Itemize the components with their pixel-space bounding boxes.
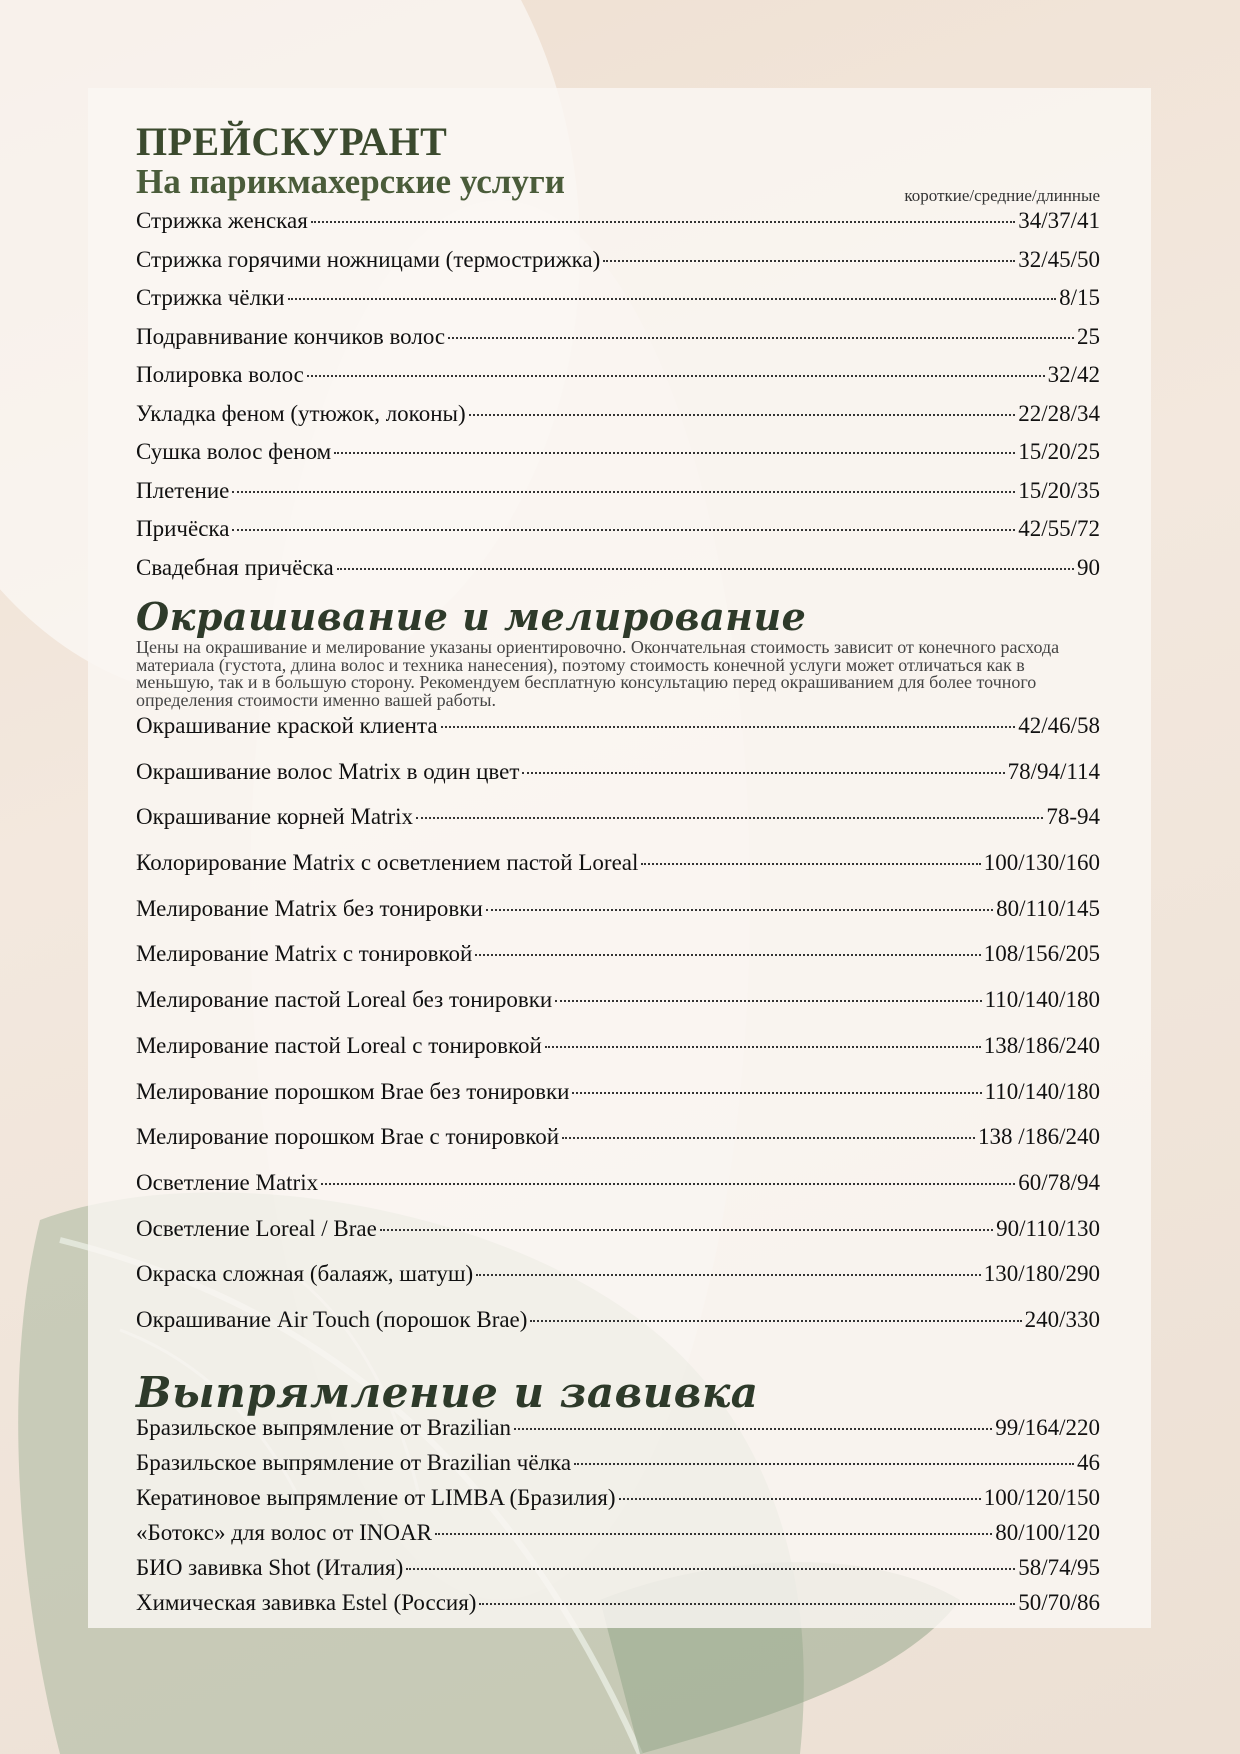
price-row [136,1485,1100,1520]
service-name: Мелирование Matrix с тонировкой [136,941,473,967]
price-row [136,285,1100,324]
haircuts-list [136,208,1100,593]
service-name: Окрашивание волос Matrix в один цвет [136,758,520,784]
service-price: 25 [1077,323,1100,349]
leader-dots [311,221,1015,223]
price-list-content [136,120,1100,1625]
service-name: Стрижка женская [136,208,308,233]
service-name: Стрижка чёлки [136,285,285,310]
service-name: Осветление Matrix [136,1169,319,1195]
price-row [136,247,1100,286]
service-price: 32/45/50 [1018,246,1100,272]
service-name: Укладка феном (утюжок, локоны) [136,400,466,426]
leader-dots [545,1046,981,1048]
price-row [136,1124,1100,1170]
price-row [136,439,1100,478]
leader-dots [486,909,993,911]
price-row [136,1415,1100,1450]
service-name: Окрашивание Air Touch (порошок Brae) [136,1306,528,1332]
price-row [136,1216,1100,1262]
service-name: Окрашивание краской клиента [136,713,438,738]
service-price: 34/37/41 [1018,208,1100,233]
service-name: Мелирование пастой Loreal с тонировкой [136,1032,542,1058]
service-name: Стрижка горячими ножницами (термострижка) [136,246,601,272]
coloring-heading: Окрашивание и мелирование [136,594,807,639]
service-name: Мелирование порошком Brae с тонировкой [136,1124,560,1150]
service-name: Мелирование Matrix без тонировки [136,895,483,921]
leader-dots [435,1533,992,1535]
leader-dots [406,1568,1015,1570]
service-name: Бразильское выпрямление от Brazilian [136,1414,512,1440]
service-price: 15/20/35 [1018,477,1100,503]
service-name: Кератиновое выпрямление от LIMBA (Бразилия) [136,1484,616,1510]
leader-dots [530,1320,1021,1322]
service-name: Мелирование пастой Loreal без тонировки [136,987,553,1013]
price-row [136,850,1100,896]
service-name: Окраска сложная (балаяж, шатуш) [136,1261,474,1287]
leader-dots [475,954,980,956]
straightening-list [136,1415,1100,1625]
leader-dots [321,1183,1015,1185]
leader-dots [232,529,1015,531]
leader-dots [380,1229,993,1231]
price-row [136,987,1100,1033]
price-row [136,1033,1100,1079]
coloring-list [136,713,1100,1353]
service-name: Свадебная причёска [136,554,334,580]
service-price: 78/94/114 [1007,758,1100,784]
leader-dots [288,298,1057,300]
price-row [136,713,1100,759]
page-title: ПРЕЙСКУРАНТ [136,119,448,164]
price-row [136,1590,1100,1625]
service-price: 22/28/34 [1018,400,1100,426]
service-price: 80/100/120 [995,1519,1100,1545]
leader-dots [479,1603,1015,1605]
price-row [136,362,1100,401]
service-name: Окрашивание корней Matrix [136,804,414,830]
service-price: 60/78/94 [1018,1169,1100,1195]
leader-dots [514,1428,992,1430]
price-row [136,1261,1100,1307]
service-name: Колорирование Matrix с осветлением пастой Loreal [136,850,639,876]
service-price: 130/180/290 [983,1261,1100,1287]
service-price: 138 /186/240 [977,1124,1100,1150]
service-price: 42/46/58 [1018,713,1100,738]
service-name: БИО завивка Shot (Италия) [136,1554,404,1580]
leader-dots [574,1463,1074,1465]
leader-dots [562,1137,975,1139]
leader-dots [603,260,1015,262]
price-row [136,401,1100,440]
leader-dots [307,375,1045,377]
straightening-heading: Выпрямление и завивка [136,1367,759,1417]
length-columns-label: короткие/средние/длинные [904,186,1100,205]
service-name: Плетение [136,477,230,503]
coloring-note: Цены на окрашивание и мелирование указаны ориентировочно. Окончательная стоимость зависит от конечного расхода материала (густота, длина волос и техника нанесения), поэтому стоимость конечной услуги может отличаться как в меньшую, так и в большую сторону. Рекомендуем бесплатную консультацию перед окрашиванием для более точного определения стоимости именно вашей работы. [136,637,1060,710]
leader-dots [641,863,980,865]
price-row [136,208,1100,247]
service-price: 42/55/72 [1018,516,1100,541]
leader-dots [337,568,1074,570]
price-row [136,896,1100,942]
leader-dots [334,452,1015,454]
price-row [136,759,1100,805]
leader-dots [469,414,1016,416]
price-row [136,1520,1100,1555]
price-row [136,555,1100,594]
leader-dots [416,817,1043,819]
leader-dots [572,1092,981,1094]
service-price: 90 [1077,554,1100,580]
leader-dots [555,1000,981,1002]
service-name: Подравнивание кончиков волос [136,323,446,349]
service-price: 90/110/130 [996,1215,1100,1241]
price-row [136,941,1100,987]
leader-dots [232,491,1015,493]
service-price: 110/140/180 [984,987,1100,1013]
leader-dots [522,772,1004,774]
service-price: 15/20/25 [1018,439,1100,464]
service-price: 32/42 [1047,362,1100,387]
service-price: 50/70/86 [1018,1589,1100,1615]
service-price: 99/164/220 [995,1414,1100,1440]
service-price: 80/110/145 [996,895,1100,921]
service-price: 8/15 [1059,285,1100,310]
service-price: 110/140/180 [984,1078,1100,1104]
leader-dots [448,337,1074,339]
service-name: «Ботокс» для волос от INOAR [136,1519,432,1545]
service-price: 78-94 [1046,804,1100,830]
price-row [136,1450,1100,1485]
service-name: Полировка волос [136,362,304,387]
service-name: Бразильское выпрямление от Brazilian чёлка [136,1449,572,1475]
service-name: Сушка волос феном [136,439,332,464]
price-row [136,478,1100,517]
service-price: 58/74/95 [1018,1554,1100,1580]
service-name: Мелирование порошком Brae без тонировки [136,1078,570,1104]
service-name: Причёска [136,516,230,541]
service-price: 108/156/205 [983,941,1100,967]
price-row [136,516,1100,555]
price-row [136,1307,1100,1353]
leader-dots [476,1274,981,1276]
service-price: 138/186/240 [983,1032,1100,1058]
price-row [136,1079,1100,1125]
price-row [136,324,1100,363]
page-subtitle: На парикмахерские услуги [136,162,565,201]
service-price: 46 [1077,1449,1100,1475]
price-row [136,1555,1100,1590]
leader-dots [619,1498,981,1500]
service-name: Осветление Loreal / Brae [136,1215,377,1241]
service-name: Химическая завивка Estel (Россия) [136,1589,477,1615]
price-row [136,804,1100,850]
leader-dots [441,726,1016,728]
service-price: 240/330 [1024,1306,1100,1332]
service-price: 100/120/150 [983,1484,1100,1510]
price-row [136,1170,1100,1216]
service-price: 100/130/160 [983,850,1100,876]
